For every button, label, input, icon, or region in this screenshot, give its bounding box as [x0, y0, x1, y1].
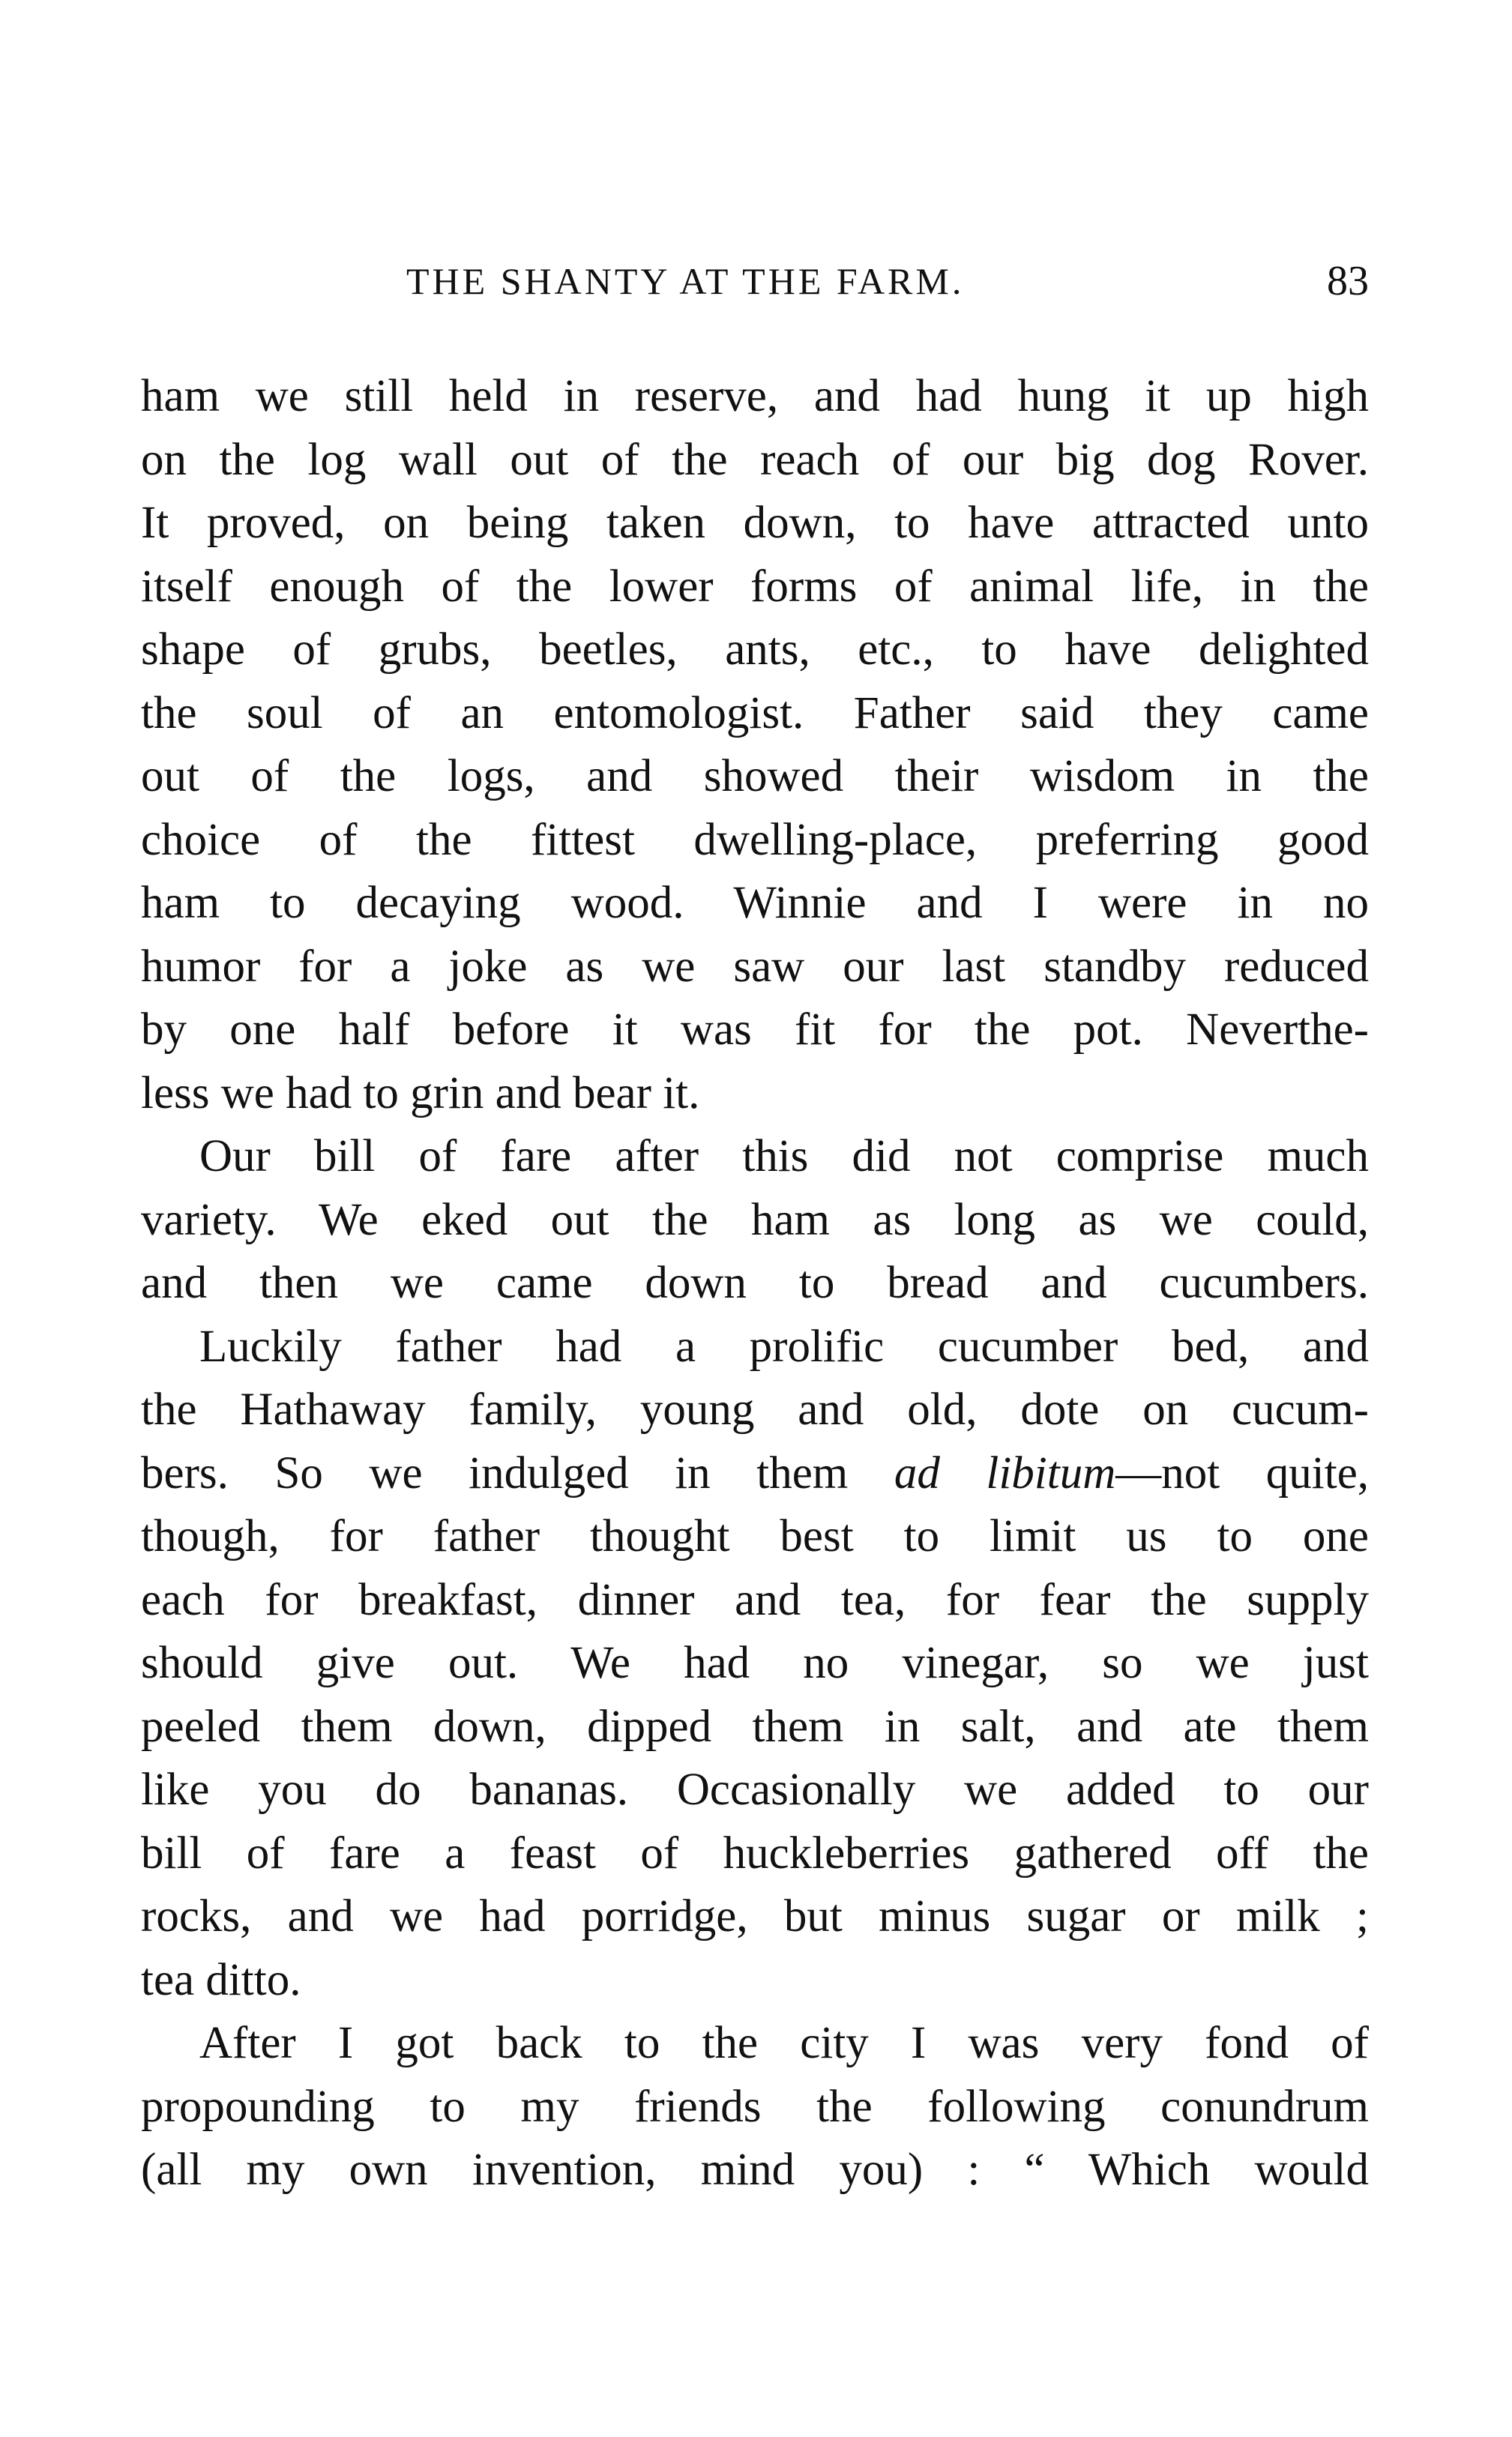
- running-title: THE SHANTY AT THE FARM.: [406, 260, 965, 302]
- text-line: peeled them down, dipped them in salt, and ate them: [141, 1701, 1369, 1752]
- body-text: [141, 365, 1369, 2202]
- text-line: ham we still held in reserve, and had hung it up high: [141, 371, 1369, 421]
- text-line-with-italic: [141, 1442, 1369, 1506]
- text-line: by one half before it was fit for the pot. Neverthe-: [141, 1004, 1369, 1055]
- text-line: (all my own invention, mind you) : “ Which would: [141, 2145, 1369, 2195]
- text-line: less we had to grin and bear it.: [141, 1067, 700, 1118]
- text-line: should give out. We had no vinegar, so we just: [141, 1638, 1369, 1688]
- text-line: out of the logs, and showed their wisdom in the: [141, 751, 1369, 801]
- text-segment: bers. So we indulged in them: [141, 1448, 849, 1498]
- text-line: though, for father thought best to limit us to one: [141, 1511, 1369, 1561]
- text-line: the Hathaway family, young and old, dote on cucum-: [141, 1385, 1369, 1435]
- text-line: humor for a joke as we saw our last standby reduced: [141, 941, 1369, 992]
- text-line: bill of fare a feast of huckleberries gathered off the: [141, 1828, 1369, 1879]
- running-head: [141, 251, 1369, 311]
- text-line: the soul of an entomologist. Father said they came: [141, 687, 1369, 738]
- text-line: on the log wall out of the reach of our big dog Rover.: [141, 434, 1369, 485]
- text-line: each for breakfast, dinner and tea, for fear the supply: [141, 1574, 1369, 1625]
- text-line: shape of grubs, beetles, ants, etc., to have delighted: [141, 624, 1369, 675]
- text-line: like you do bananas. Occasionally we added to our: [141, 1765, 1369, 1815]
- text-line: After I got back to the city I was very fond of: [199, 2018, 1369, 2068]
- text-line: variety. We eked out the ham as long as we could,: [141, 1194, 1369, 1245]
- text-line: It proved, on being taken down, to have attracted unto: [141, 498, 1369, 548]
- page-number: 83: [1327, 258, 1369, 304]
- text-line: Our bill of fare after this did not comprise much: [199, 1131, 1369, 1181]
- text-line: rocks, and we had porridge, but minus sugar or milk ;: [141, 1891, 1369, 1942]
- text-line: itself enough of the lower forms of animal life, in the: [141, 561, 1369, 612]
- italic-phrase: ad libitum: [894, 1448, 1116, 1498]
- text-line: propounding to my friends the following conundrum: [141, 2081, 1369, 2132]
- text-line: and then we came down to bread and cucumbers.: [141, 1258, 1369, 1308]
- text-line: tea ditto.: [141, 1954, 301, 2005]
- text-segment: —not quite,: [1115, 1448, 1369, 1498]
- text-line: ham to decaying wood. Winnie and I were in no: [141, 878, 1369, 928]
- text-line: choice of the fittest dwelling-place, preferring good: [141, 814, 1369, 865]
- text-line: Luckily father had a prolific cucumber bed, and: [199, 1321, 1369, 1372]
